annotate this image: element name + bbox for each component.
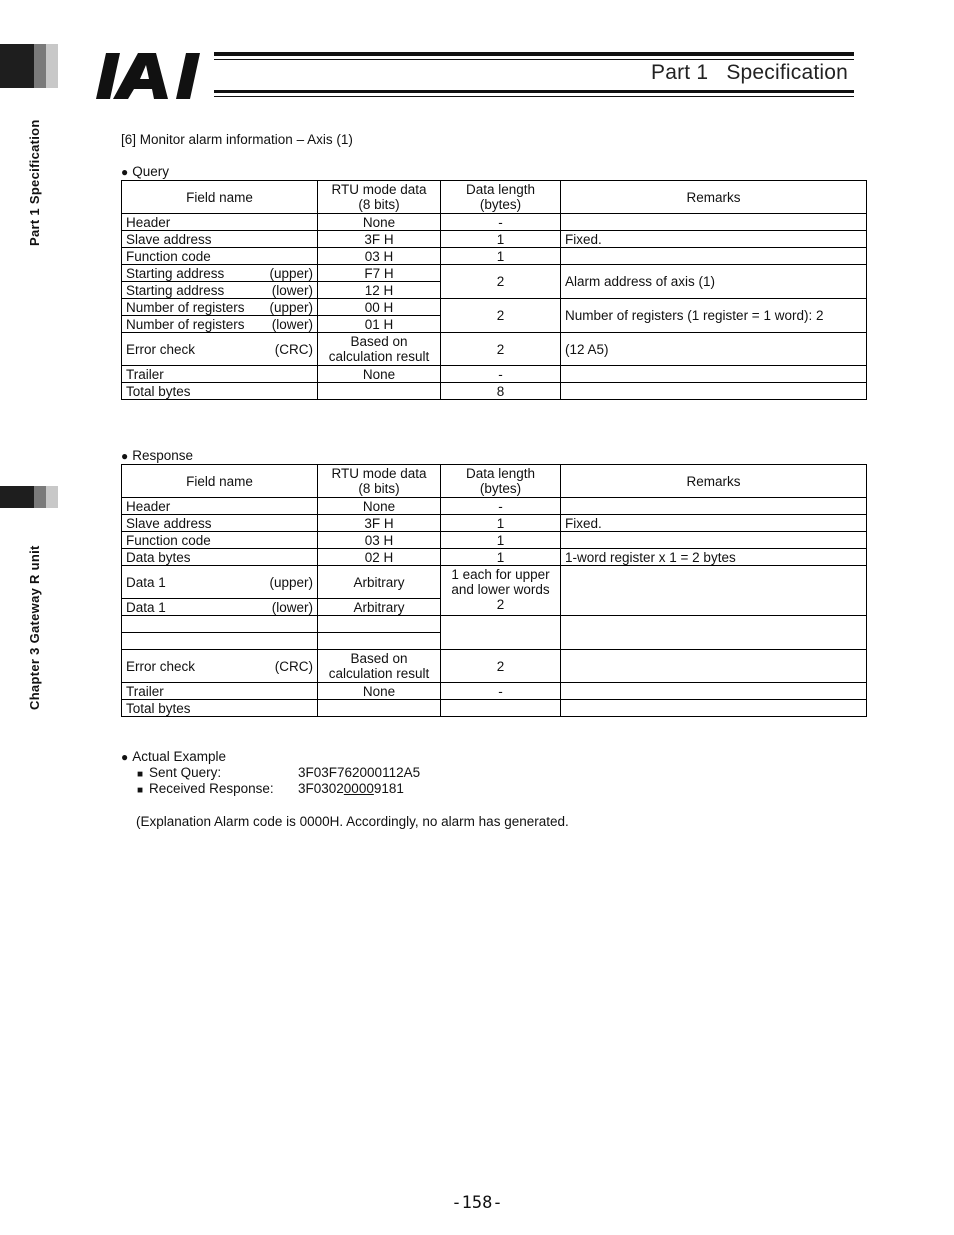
side-tab-chapter: [0, 486, 58, 508]
header-rule: [214, 52, 854, 56]
table-row: [122, 248, 867, 265]
field-name: Number of registers (upper): [122, 299, 318, 316]
table-row: [122, 231, 867, 248]
table-row: [122, 498, 867, 515]
data-length: 2: [441, 265, 561, 299]
remarks: [561, 366, 867, 383]
rtu-value: [318, 700, 441, 717]
remarks: [561, 532, 867, 549]
col-header: Remarks: [561, 181, 867, 214]
table-row: [122, 566, 867, 599]
data-length: 8: [441, 383, 561, 400]
remarks: [561, 383, 867, 400]
field-name: Slave address: [122, 231, 318, 248]
rtu-value: 02 H: [318, 549, 441, 566]
data-length: -: [441, 366, 561, 383]
sent-query-label: ■ Sent Query:: [137, 765, 221, 780]
remarks: 1-word register x 1 = 2 bytes: [561, 549, 867, 566]
side-label-part: Part 1 Specification: [27, 119, 42, 246]
header-rule-bottom: [214, 90, 854, 93]
alarm-code-underlined: 0000: [343, 781, 374, 796]
rtu-value: 3F H: [318, 231, 441, 248]
rtu-value: None: [318, 498, 441, 515]
remarks: [561, 700, 867, 717]
query-label: ● Query: [121, 164, 169, 179]
data-length: 1: [441, 549, 561, 566]
field-name: Number of registers (lower): [122, 316, 318, 333]
field-name: Function code: [122, 248, 318, 265]
rtu-value: Arbitrary: [318, 599, 441, 616]
table-row: [122, 214, 867, 231]
data-length: 1: [441, 248, 561, 265]
received-response-label: ■ Received Response:: [137, 781, 274, 796]
rtu-value: None: [318, 366, 441, 383]
table-header-row: [122, 465, 867, 498]
data-length: 1: [441, 532, 561, 549]
remarks: Fixed.: [561, 515, 867, 532]
rtu-value: Arbitrary: [318, 566, 441, 599]
remarks: [561, 498, 867, 515]
field-name: Trailer: [122, 366, 318, 383]
field-name: Slave address: [122, 515, 318, 532]
table-header-row: [122, 181, 867, 214]
table-row: [122, 265, 867, 282]
col-header: Remarks: [561, 465, 867, 498]
col-header: Data length (bytes): [441, 181, 561, 214]
field-name: Data 1 (upper): [122, 566, 318, 599]
remarks: [561, 248, 867, 265]
table-row: [122, 549, 867, 566]
data-length: 2: [441, 650, 561, 683]
side-label-chapter: Chapter 3 Gateway R unit: [27, 545, 42, 710]
table-row: [122, 515, 867, 532]
data-length: -: [441, 498, 561, 515]
sent-query-value: 3F03F762000112A5: [298, 765, 421, 780]
iai-logo: [96, 53, 214, 99]
data-length: 2: [441, 333, 561, 366]
field-name: Error check (CRC): [122, 650, 318, 683]
field-name: Trailer: [122, 683, 318, 700]
side-tab-part: [0, 44, 58, 88]
table-row: [122, 700, 867, 717]
table-row: [122, 299, 867, 316]
field-name: Total bytes: [122, 383, 318, 400]
data-length: 1: [441, 515, 561, 532]
field-name: Header: [122, 214, 318, 231]
explanation-text: (Explanation Alarm code is 0000H. Accordingly, no alarm has generated.: [136, 814, 569, 829]
col-header: RTU mode data (8 bits): [318, 465, 441, 498]
col-header: Field name: [122, 181, 318, 214]
header-title: Part 1 Specification: [651, 61, 848, 84]
rtu-value: 03 H: [318, 248, 441, 265]
section-title: [6] Monitor alarm information – Axis (1): [121, 132, 353, 147]
table-row: [122, 333, 867, 366]
table-row: [122, 532, 867, 549]
rtu-value: Based on calculation result: [318, 650, 441, 683]
header-rule-thin: [214, 59, 854, 60]
table-row: [122, 683, 867, 700]
data-length: 1 each for upper and lower words 2: [441, 566, 561, 616]
table-row-empty: [122, 616, 867, 633]
table-row: [122, 383, 867, 400]
rtu-value: F7 H: [318, 265, 441, 282]
response-label: ● Response: [121, 448, 193, 463]
remarks: [561, 683, 867, 700]
field-name: Header: [122, 498, 318, 515]
rtu-value: 03 H: [318, 532, 441, 549]
remarks: Alarm address of axis (1): [561, 265, 867, 299]
remarks: [561, 566, 867, 616]
field-name: Data 1 (lower): [122, 599, 318, 616]
remarks: (12 A5): [561, 333, 867, 366]
remarks: [561, 650, 867, 683]
table-row: [122, 366, 867, 383]
data-length: [441, 700, 561, 717]
col-header: Data length (bytes): [441, 465, 561, 498]
remarks: [561, 214, 867, 231]
data-length: -: [441, 683, 561, 700]
data-length: 2: [441, 299, 561, 333]
response-table: [121, 464, 867, 717]
table-row: [122, 650, 867, 683]
field-name: Data bytes: [122, 549, 318, 566]
field-name: Starting address (upper): [122, 265, 318, 282]
data-length: 1: [441, 231, 561, 248]
field-name: Starting address (lower): [122, 282, 318, 299]
col-header: RTU mode data (8 bits): [318, 181, 441, 214]
rtu-value: None: [318, 683, 441, 700]
header-rule-bottom-thin: [214, 96, 854, 97]
page-number: -158-: [451, 1193, 503, 1213]
example-label: ● Actual Example: [121, 749, 226, 764]
rtu-value: [318, 383, 441, 400]
rtu-value: 01 H: [318, 316, 441, 333]
field-name: Total bytes: [122, 700, 318, 717]
rtu-value: 00 H: [318, 299, 441, 316]
query-table: [121, 180, 867, 400]
field-name: Function code: [122, 532, 318, 549]
rtu-value: None: [318, 214, 441, 231]
remarks: Number of registers (1 register = 1 word): 2: [561, 299, 867, 333]
field-name: Error check (CRC): [122, 333, 318, 366]
rtu-value: 12 H: [318, 282, 441, 299]
received-response-value: 3F030200009181: [298, 781, 404, 796]
rtu-value: Based on calculation result: [318, 333, 441, 366]
rtu-value: 3F H: [318, 515, 441, 532]
remarks: Fixed.: [561, 231, 867, 248]
col-header: Field name: [122, 465, 318, 498]
data-length: -: [441, 214, 561, 231]
